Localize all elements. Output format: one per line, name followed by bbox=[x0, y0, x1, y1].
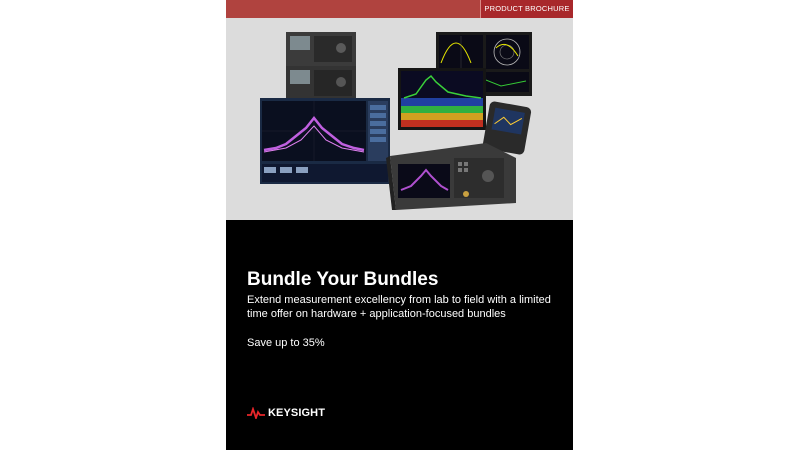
signal-analyzer-screen bbox=[260, 98, 390, 184]
keysight-logo bbox=[247, 406, 325, 420]
brochure-cover bbox=[226, 0, 573, 450]
rack-instruments bbox=[284, 32, 358, 104]
benchtop-analyzer bbox=[386, 143, 516, 210]
spectrogram-screen bbox=[398, 68, 486, 130]
instruments-collage-illustration bbox=[226, 18, 573, 220]
subheadline: Extend measurement excellency from lab to field with a limited time offer on hardware + application-focused bundles bbox=[247, 294, 551, 320]
keysight-wave-icon bbox=[247, 407, 265, 419]
offer-text: Save up to 35% bbox=[247, 337, 325, 349]
header-bar bbox=[226, 0, 573, 18]
product-brochure-badge: PRODUCT BROCHURE bbox=[480, 0, 573, 18]
hero-image bbox=[226, 18, 573, 220]
logo-text: KEYSIGHT bbox=[268, 407, 326, 419]
headline: Bundle Your Bundles bbox=[247, 269, 439, 290]
